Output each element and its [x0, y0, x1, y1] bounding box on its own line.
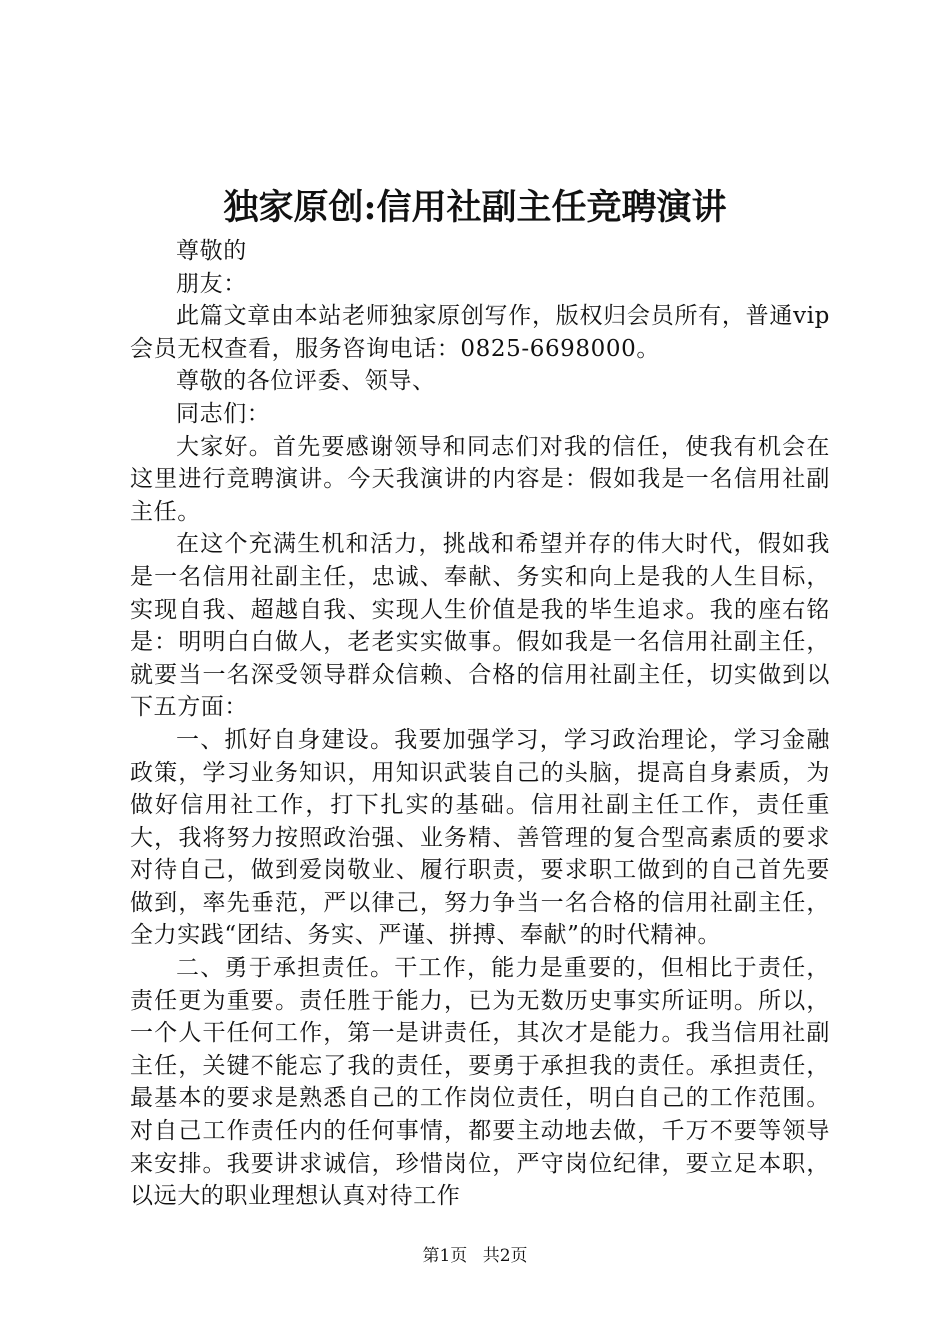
page-footer — [0, 1244, 950, 1268]
paragraph-point-one: 一、抓好自身建设。我要加强学习，学习政治理论，学习金融政策，学习业务知识，用知识武装自己的头脑，提高自身素质，为做好信用社工作，打下扎实的基础。信用社副主任工作，责任重大，我将努力按照政治强、业务精、善管理的复合型高素质的要求对待自己，做到爱岗敬业、履行职责，要求职工做到的自己首先要做到，率先垂范，严以律己，努力争当一名合格的信用社副主任，全力实践“团结、务实、严谨、拼搏、奉献”的时代精神。 — [130, 726, 830, 949]
copyright-notice: 此篇文章由本站老师独家原创写作，版权归会员所有，普通vip会员无权查看，服务咨询电话：0825-6698000。 — [130, 303, 830, 362]
page-number: 第1页 — [422, 1246, 468, 1266]
paragraph-goals: 在这个充满生机和活力，挑战和希望并存的伟大时代，假如我是一名信用社副主任，忠诚、奉献、务实和向上是我的人生目标，实现自我、超越自我、实现人生价值是我的毕生追求。我的座右铭是：明明白白做人，老老实实做事。假如我是一名信用社副主任，就要当一名深受领导群众信赖、合格的信用社副主任，切实做到以下五方面： — [130, 531, 830, 721]
salutation-line-2: 朋友： — [176, 270, 247, 297]
salutation-line-1: 尊敬的 — [176, 238, 247, 264]
document-body — [130, 235, 830, 1213]
document-title: 独家原创:信用社副主任竞聘演讲 — [223, 187, 727, 228]
paragraph-intro: 大家好。首先要感谢领导和同志们对我的信任，使我有机会在这里进行竞聘演讲。今天我演讲的内容是：假如我是一名信用社副主任。 — [130, 433, 830, 525]
page-total: 共2页 — [482, 1246, 528, 1266]
greeting-line-1: 尊敬的各位评委、领导、 — [176, 368, 436, 395]
paragraph-point-two: 二、勇于承担责任。干工作，能力是重要的，但相比于责任，责任更为重要。责任胜于能力，已为无数历史事实所证明。所以，一个人干任何工作，第一是讲责任，其次才是能力。我当信用社副主任，关键不能忘了我的责任，要勇于承担我的责任。承担责任，最基本的要求是熟悉自己的工作岗位责任，明白自己的工作范围。对自己工作责任内的任何事情，都要主动地去做，千万不要等领导来安排。我要讲求诚信，珍惜岗位，严守岗位纪律，要立足本职，以远大的职业理想认真对待工作 — [130, 955, 830, 1210]
greeting-line-2: 同志们： — [176, 400, 271, 427]
